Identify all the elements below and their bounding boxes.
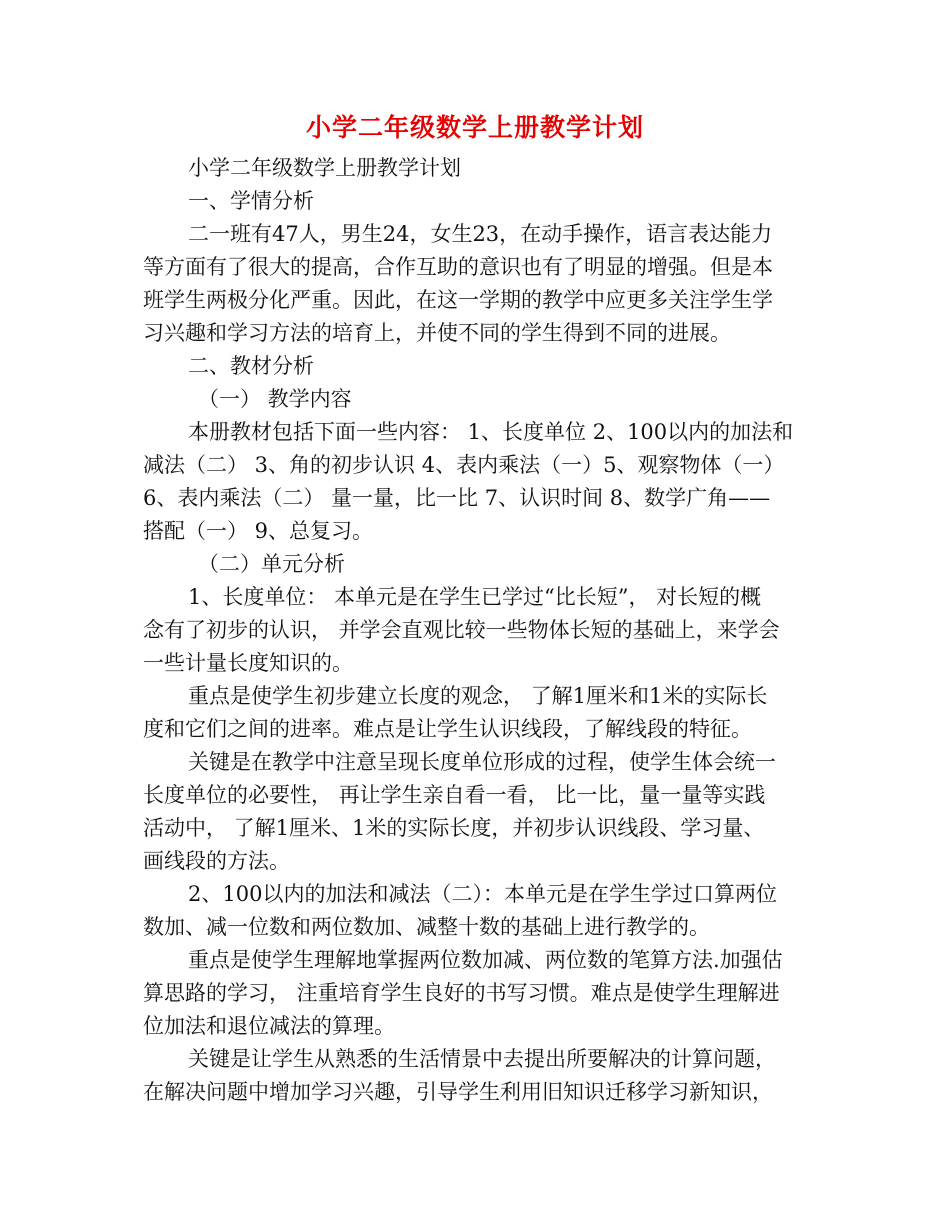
subsection-heading: （一） 教学内容: [198, 387, 352, 411]
paragraph-line: 关键是让学生从熟悉的生活情景中去提出所要解决的计算问题，: [188, 1047, 776, 1071]
paragraph-line: 重点是使学生理解地掌握两位数加减、两位数的笔算方法.加强估: [188, 948, 783, 972]
section-heading: 二、教材分析: [188, 354, 314, 378]
paragraph-line: 重点是使学生初步建立长度的观念， 了解1厘米和1米的实际长: [188, 684, 768, 708]
paragraph-line: 1、长度单位： 本单元是在学生已学过“比长短”， 对长短的概: [188, 585, 762, 609]
paragraph-line: 位加法和退位减法的算理。: [143, 1014, 395, 1038]
subtitle-line: 小学二年级数学上册教学计划: [188, 156, 461, 180]
paragraph-line: 减法（二） 3、角的初步认识 4、表内乘法（一）5、观察物体（一）: [143, 453, 785, 477]
paragraph-line: 长度单位的必要性， 再让学生亲自看一看， 比一比，量一量等实践: [143, 783, 766, 807]
paragraph-line: 等方面有了很大的提高，合作互助的意识也有了明显的增强。但是本: [143, 255, 773, 279]
paragraph-line: 搭配（一） 9、总复习。: [143, 519, 374, 543]
subsection-heading: （二）单元分析: [198, 552, 345, 576]
document-title: 小学二年级数学上册教学计划: [305, 113, 644, 142]
section-heading: 一、学情分析: [188, 189, 314, 213]
paragraph-line: 6、表内乘法（二） 量一量，比一比 7、认识时间 8、数学广角——: [143, 486, 771, 510]
paragraph-line: 活动中， 了解1厘米、1米的实际长度，并初步认识线段、学习量、: [143, 816, 765, 840]
paragraph-line: 本册教材包括下面一些内容： 1、长度单位 2、100以内的加法和: [188, 420, 794, 444]
paragraph-line: 班学生两极分化严重。因此，在这一学期的教学中应更多关注学生学: [143, 288, 773, 312]
paragraph-line: 度和它们之间的进率。难点是让学生认识线段，了解线段的特征。: [143, 717, 752, 741]
paragraph-line: 画线段的方法。: [143, 849, 290, 873]
paragraph-line: 习兴趣和学习方法的培育上，并使不同的学生得到不同的进展。: [143, 321, 731, 345]
paragraph-line: 在解决问题中增加学习兴趣，引导学生利用旧知识迁移学习新知识，: [143, 1080, 773, 1104]
paragraph-line: 二一班有47人，男生24，女生23，在动手操作，语言表达能力: [188, 222, 773, 246]
paragraph-line: 关键是在教学中注意呈现长度单位形成的过程，使学生体会统一: [188, 750, 776, 774]
paragraph-line: 算思路的学习， 注重培育学生良好的书写习惯。难点是使学生理解进: [143, 981, 780, 1005]
paragraph-line: 一些计量长度知识的。: [143, 651, 353, 675]
paragraph-line: 2、100以内的加法和减法（二）：本单元是在学生学过口算两位: [188, 882, 777, 906]
paragraph-line: 数加、减一位数和两位数加、减整十数的基础上进行教学的。: [143, 915, 710, 939]
paragraph-line: 念有了初步的认识， 并学会直观比较一些物体长短的基础上，来学会: [143, 618, 780, 642]
